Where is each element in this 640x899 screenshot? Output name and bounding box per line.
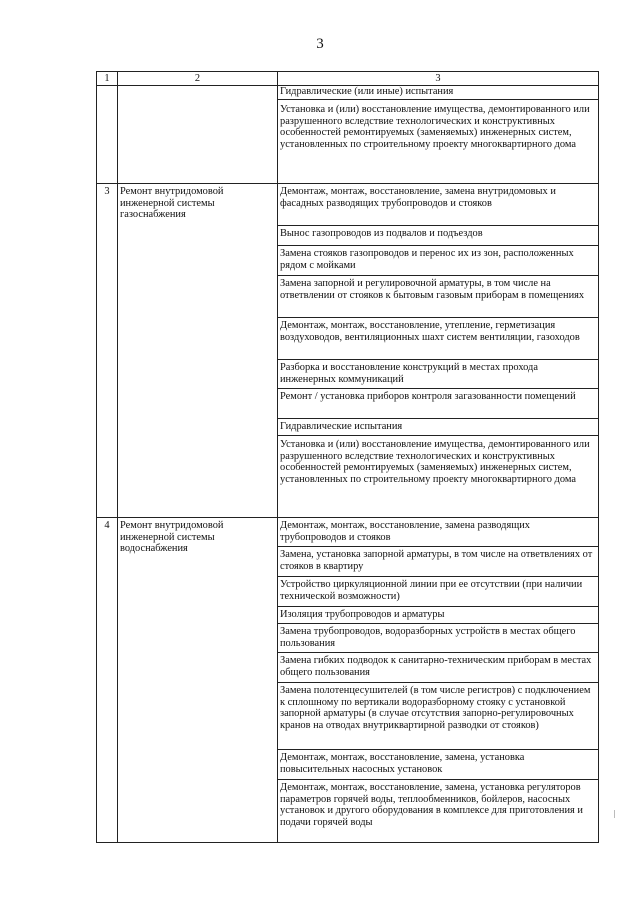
row-number-empty bbox=[97, 86, 118, 184]
table-row bbox=[97, 86, 599, 100]
system-name: Ремонт внутридомовой инженерной системы водоснабжения bbox=[118, 518, 278, 843]
work-item: Изоляция трубопроводов и арматуры bbox=[278, 607, 599, 624]
work-item: Демонтаж, монтаж, восстановление, замена внутридомовых и фасадных разводящих трубопроводов и стояков bbox=[278, 184, 599, 226]
table-row bbox=[97, 184, 599, 226]
system-name: Ремонт внутридомовой инженерной системы газоснабжения bbox=[118, 184, 278, 518]
system-name-empty bbox=[118, 86, 278, 184]
work-item: Демонтаж, монтаж, восстановление, замена разводящих трубопроводов и стояков bbox=[278, 518, 599, 547]
work-item: Замена, установка запорной арматуры, в том числе на ответвлениях от стояков в квартиру bbox=[278, 547, 599, 577]
work-item: Замена стояков газопроводов и перенос их из зон, расположенных рядом с мойками bbox=[278, 246, 599, 276]
page-number: 3 bbox=[316, 36, 324, 52]
work-item: Гидравлические испытания bbox=[278, 419, 599, 436]
section-number: 4 bbox=[97, 518, 118, 843]
work-item: Замена полотенцесушителей (в том числе регистров) с подключением к сплошному по вертикали водоразборному стояку с установкой запорной арматуры (в случае отсутствия запорно-регулировочных кранов на отводах внутриквартирной разводки от стояков) bbox=[278, 683, 599, 750]
work-item: Установка и (или) восстановление имущества, демонтированного или разрушенного вследствие технологических и конструктивных особенностей ремонтируемых (заменяемых) инженерных систем, установленных по строительному проекту многоквартирного дома bbox=[278, 436, 599, 518]
work-item: Ремонт / установка приборов контроля загазованности помещений bbox=[278, 389, 599, 419]
work-item: Демонтаж, монтаж, восстановление, утепление, герметизация воздуховодов, вентиляционных шахт систем вентиляции, газоходов bbox=[278, 318, 599, 360]
scan-mark bbox=[614, 810, 619, 818]
work-item: Замена запорной и регулировочной арматуры, в том числе на ответвлении от стояков к бытовым газовым приборам в помещениях bbox=[278, 276, 599, 318]
section-number: 3 bbox=[97, 184, 118, 518]
work-item: Вынос газопроводов из подвалов и подъездов bbox=[278, 226, 599, 246]
work-item: Установка и (или) восстановление имущества, демонтированного или разрушенного вследствие технологических и конструктивных особенностей ремонтируемых (заменяемых) инженерных систем, установленных по строительному проекту многоквартирного дома bbox=[278, 100, 599, 184]
header-cell-number: 1 bbox=[97, 72, 118, 86]
works-table bbox=[96, 71, 599, 843]
work-item: Разборка и восстановление конструкций в местах прохода инженерных коммуникаций bbox=[278, 360, 599, 389]
work-item: Замена трубопроводов, водоразборных устройств в местах общего пользования bbox=[278, 624, 599, 653]
work-item: Устройство циркуляционной линии при ее отсутствии (при наличии технической возможности) bbox=[278, 577, 599, 607]
work-item: Демонтаж, монтаж, восстановление, замена, установка повысительных насосных установок bbox=[278, 750, 599, 780]
header-cell-system: 2 bbox=[118, 72, 278, 86]
table-header-row bbox=[97, 72, 599, 86]
work-item: Замена гибких подводок к санитарно-техническим приборам в местах общего пользования bbox=[278, 653, 599, 683]
work-item: Гидравлические (или иные) испытания bbox=[278, 86, 599, 100]
header-cell-works: 3 bbox=[278, 72, 599, 86]
table-row bbox=[97, 518, 599, 547]
work-item: Демонтаж, монтаж, восстановление, замена, установка регуляторов параметров горячей воды, теплообменников, бойлеров, насосных установок и другого оборудования в комплексе для приготовления и подачи горячей воды bbox=[278, 780, 599, 843]
